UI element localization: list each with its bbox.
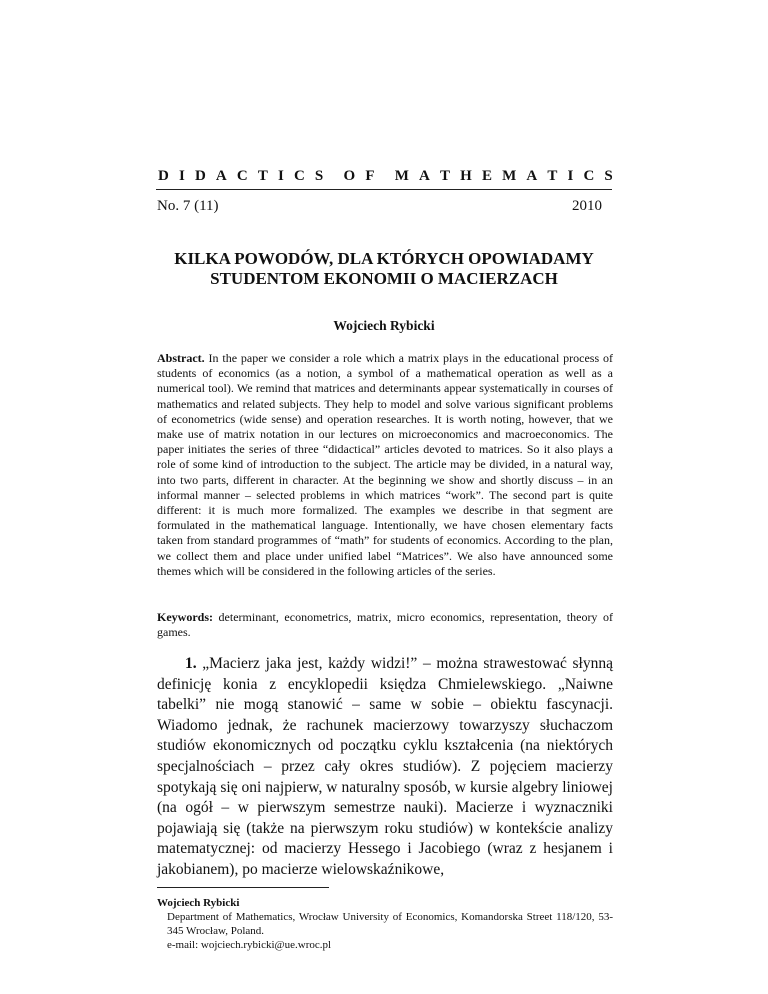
abstract-label: Abstract. (157, 351, 205, 365)
article-title-line-2: STUDENTOM EKONOMII O MACIERZACH (210, 269, 558, 288)
journal-title-letter: D (194, 168, 206, 184)
header-divider (156, 189, 612, 190)
journal-title-letter: S (604, 168, 613, 184)
journal-title-letter: A (419, 168, 430, 184)
issue-number: No. 7 (11) (157, 198, 219, 214)
issue-year: 2010 (572, 198, 602, 214)
journal-title-letter: S (314, 168, 324, 184)
journal-title-letter: A (215, 168, 227, 184)
journal-title-letter: A (526, 168, 538, 184)
journal-title-letter: I (567, 168, 574, 184)
keywords-text: determinant, econometrics, matrix, micro economics, representation, theory of games. (157, 610, 613, 640)
abstract-text: In the paper we consider a role which a matrix plays in the educational process of students of economics (as a notion, a symbol of a mathematical operation as well as a numerical tool). We remind that matrices and determinants appear systematically in courses of mathematics and related subjects. They help to model and solve various significant problems of econometrics (wide sense) and operation researches. It is worth noting, however, that we make use of matrix notation in our lectures on microeconomics and macroeconomics. The paper initiates the series of three “didactical” articles devoted to matrices. So it also plays a role of some kind of introduction to the subject. The article may be divided, in a natural way, into two parts, different in character. At the beginning we show and shortly discuss – in an informal manner – selected problems in which matrices “work”. The second part is quite different: it is much more formalized. The examples we describe in that segment are formulated in the mathematical language. Intentionally, we have chosen elementary facts taken from standard programmes of “math” for students of economics. According to the plan, we collect them and place under unified label “Matrices”. We also have announced some themes which will be considered in the following articles of the series. (157, 351, 613, 578)
journal-title-letter: E (481, 168, 492, 184)
journal-title-letter: I (277, 168, 284, 184)
journal-title-letter: I (178, 168, 185, 184)
keywords (157, 610, 613, 640)
journal-title-letter: C (583, 168, 595, 184)
footnote-address: Department of Mathematics, Wrocław University of Economics, Komandorska Street 118/120, 53-345 Wrocław, Poland. (167, 911, 613, 937)
journal-title-letter: T (257, 168, 268, 184)
journal-title-letter: D (158, 168, 169, 184)
journal-title-letter: T (547, 168, 558, 184)
body-paragraph (157, 654, 613, 881)
journal-title (158, 167, 613, 185)
body-paragraph-text: „Macierz jaka jest, każdy widzi!” – można strawestować słynną definicję konia z encyklopedii księdza Chmielewskiego. „Naiwne tabelki” nie mogą stanowić – same w sobie – obiektu fascynacji. Wiadomo jednak, że rachunek macierzowy towarzyszy słuchaczom studiów ekonomicznych od początku cyklu kształcenia (na niektórych specjalnościach – przez cały okres studiów). Z pojęciem macierzy spotykają się oni najpierw, w naturalny sposób, w kursie algebry liniowej (na ogół – w pierwszym semestrze nauki). Macierze i wyznaczniki pojawiają się (także na pierwszym roku studiów) w kontekście analizy matematycznej: od macierzy Hessego i Jacobiego (wraz z hesjanem i jakobianem), po macierze wielowskaźnikowe, (157, 655, 613, 878)
journal-title-letter: M (502, 168, 517, 184)
footnote-author: Wojciech Rybicki (157, 897, 240, 909)
journal-title-letter: T (440, 168, 451, 184)
journal-title-letter: O (343, 168, 356, 184)
journal-title-letter: F (365, 168, 375, 184)
article-title (140, 249, 628, 289)
journal-title-letter: C (236, 168, 248, 184)
article-title-line-1: KILKA POWODÓW, DLA KTÓRYCH OPOWIADAMY (174, 249, 594, 268)
footnote-email: e-mail: wojciech.rybicki@ue.wroc.pl (167, 939, 332, 951)
footnote-divider (157, 887, 329, 888)
section-number: 1. (185, 655, 197, 672)
journal-title-letter: M (394, 168, 409, 184)
abstract (157, 351, 613, 579)
keywords-label: Keywords: (157, 610, 213, 624)
journal-title-letter: C (293, 168, 305, 184)
journal-title-letter: H (460, 168, 472, 184)
article-author: Wojciech Rybicki (333, 318, 435, 333)
